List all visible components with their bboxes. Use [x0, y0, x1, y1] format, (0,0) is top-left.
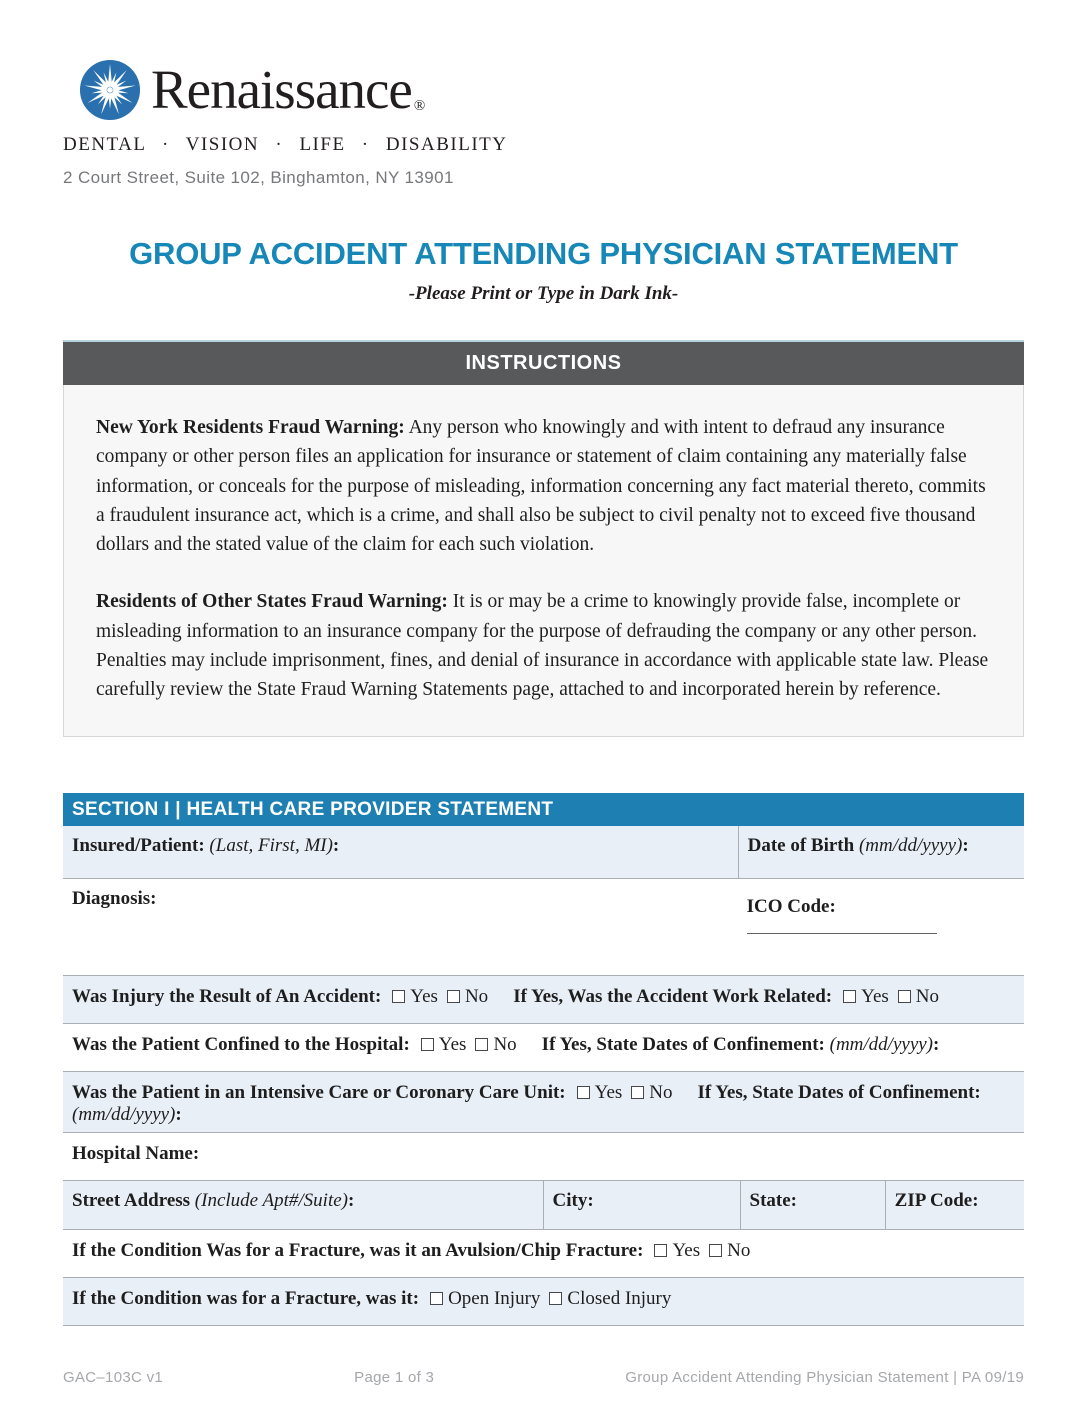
work-related-question-label: If Yes, Was the Accident Work Related:: [513, 986, 833, 1008]
brand-tagline: DENTAL · VISION · LIFE · DISABILITY: [63, 134, 508, 155]
starburst-logo-icon: [79, 59, 141, 121]
zip-code-label: ZIP Code:: [894, 1190, 979, 1212]
closed-injury-checkbox[interactable]: [549, 1292, 562, 1305]
instructions-section: [63, 340, 1024, 737]
company-address: 2 Court Street, Suite 102, Binghamton, NY 13901: [63, 168, 454, 187]
confined-yes-checkbox[interactable]: [421, 1038, 434, 1051]
hospital-name-label: Hospital Name:: [72, 1143, 200, 1165]
icu-confinement-dates-hint: (mm/dd/yyyy): [72, 1104, 176, 1126]
fraud-warning-ny-lead: New York Residents Fraud Warning:: [96, 417, 405, 438]
document-title: GROUP ACCIDENT ATTENDING PHYSICIAN STATEMENT: [129, 236, 958, 271]
ico-code-label: ICO Code:: [746, 896, 836, 918]
icu-yes-checkbox[interactable]: [577, 1086, 590, 1099]
yes-option-label: Yes: [672, 1240, 701, 1262]
icu-no-checkbox[interactable]: [631, 1086, 644, 1099]
insured-patient-hint: (Last, First, MI): [209, 835, 333, 857]
fraud-warning-other-states: [96, 587, 991, 704]
no-option-label: No: [493, 1034, 517, 1056]
avulsion-question-label: If the Condition Was for a Fracture, was it an Avulsion/Chip Fracture:: [72, 1240, 644, 1262]
row-insured-patient: [63, 826, 1024, 879]
work-related-yes-checkbox[interactable]: [843, 990, 856, 1003]
street-address-label: Street Address: [72, 1190, 191, 1212]
no-option-label: No: [915, 986, 940, 1008]
closed-injury-label: Closed Injury: [567, 1288, 672, 1310]
street-address-field[interactable]: [63, 1181, 543, 1229]
city-field[interactable]: [543, 1181, 740, 1229]
state-field[interactable]: [740, 1181, 885, 1229]
colon: :: [933, 1034, 940, 1056]
fraud-warning-ny: [96, 413, 991, 559]
row-hospital-address: [63, 1181, 1024, 1230]
page-number: Page 1 of 3: [354, 1369, 435, 1386]
brand-wordmark: [151, 58, 424, 121]
fracture-type-question-label: If the Condition was for a Fracture, was it:: [72, 1288, 420, 1310]
insured-patient-field[interactable]: [63, 826, 738, 878]
row-avulsion-question: [63, 1230, 1024, 1278]
row-hospital-name[interactable]: [63, 1133, 1024, 1181]
no-option-label: No: [464, 986, 489, 1008]
section-1-header: SECTION I | HEALTH CARE PROVIDER STATEMENT: [63, 793, 1024, 826]
date-of-birth-label: Date of Birth: [747, 835, 855, 857]
insured-patient-label: Insured/Patient:: [72, 835, 205, 857]
state-label: State:: [749, 1190, 798, 1212]
work-related-no-checkbox[interactable]: [898, 990, 911, 1003]
hospital-confined-question-label: Was the Patient Confined to the Hospital:: [72, 1034, 410, 1056]
brand-name: Renaissance: [151, 59, 412, 120]
section-1-health-care-provider-statement: [63, 793, 1024, 1326]
avulsion-yes-checkbox[interactable]: [654, 1244, 667, 1257]
no-option-label: No: [727, 1240, 751, 1262]
accident-question-label: Was Injury the Result of An Accident:: [72, 986, 382, 1008]
fraud-warning-other-lead: Residents of Other States Fraud Warning:: [96, 591, 448, 613]
open-injury-label: Open Injury: [448, 1288, 541, 1310]
document-subtitle: -Please Print or Type in Dark Ink-: [408, 283, 679, 304]
yes-option-label: Yes: [594, 1082, 623, 1104]
fraud-warning-other-text: It is or may be a crime to knowingly provide false, incomplete or misleading information to an insurance company for the purpose of defrauding the company or any other person. Penalties may include imprisonment, fines, and denial of insurance in accordance with applicable state law. Please carefully review the State Fraud Warning Statements page, attached to and incorporated herein by reference.: [96, 591, 989, 700]
street-address-hint: (Include Apt#/Suite): [194, 1190, 348, 1212]
colon: :: [962, 835, 969, 857]
form-number: GAC–103C v1: [63, 1369, 164, 1386]
confined-no-checkbox[interactable]: [475, 1038, 488, 1051]
colon: :: [175, 1104, 182, 1126]
accident-yes-checkbox[interactable]: [392, 990, 405, 1003]
yes-option-label: Yes: [410, 986, 438, 1008]
brand-header: [79, 58, 1024, 121]
yes-option-label: Yes: [438, 1034, 467, 1056]
ico-code-field: [738, 879, 1024, 975]
date-of-birth-hint: (mm/dd/yyyy): [858, 835, 963, 857]
colon: :: [347, 1190, 355, 1212]
instructions-header: INSTRUCTIONS: [63, 340, 1024, 385]
icu-confinement-dates-label: If Yes, State Dates of Confinement:: [697, 1082, 981, 1104]
yes-option-label: Yes: [861, 986, 889, 1008]
zip-code-field[interactable]: [885, 1181, 1024, 1229]
avulsion-no-checkbox[interactable]: [709, 1244, 722, 1257]
ico-code-write-in-line[interactable]: [747, 920, 937, 934]
registered-trademark-symbol: ®: [413, 98, 425, 114]
open-injury-checkbox[interactable]: [430, 1292, 443, 1305]
confinement-dates-label: If Yes, State Dates of Confinement:: [541, 1034, 825, 1056]
fraud-warning-ny-text: Any person who knowingly and with intent to defraud any insurance company or other person files an application for insurance or statement of claim containing any materially false information, or conceals for the purpose of misleading, information concerning any fact material thereto, commits a fraudulent insurance act, which is a crime, and shall also be subject to civil penalty not to exceed five thousand dollars and the stated value of the claim for each such violation.: [96, 417, 986, 555]
no-option-label: No: [649, 1082, 673, 1104]
accident-no-checkbox[interactable]: [447, 990, 460, 1003]
diagnosis-label: Diagnosis:: [72, 888, 157, 910]
date-of-birth-field[interactable]: [738, 826, 1024, 878]
row-accident-question: [63, 976, 1024, 1024]
row-hospital-confined-question: [63, 1024, 1024, 1072]
icu-question-label: Was the Patient in an Intensive Care or Coronary Care Unit:: [72, 1082, 566, 1104]
row-icu-question: [63, 1072, 1024, 1133]
footer-document-title: Group Accident Attending Physician Statement | PA 09/19: [625, 1369, 1024, 1386]
confinement-dates-hint: (mm/dd/yyyy): [829, 1034, 934, 1056]
city-label: City:: [552, 1190, 594, 1212]
page-footer: [63, 1369, 1024, 1386]
row-diagnosis: [63, 879, 1024, 976]
row-fracture-type-question: [63, 1278, 1024, 1326]
diagnosis-field[interactable]: [63, 879, 738, 975]
colon: :: [332, 835, 340, 857]
instructions-body: [63, 385, 1024, 737]
